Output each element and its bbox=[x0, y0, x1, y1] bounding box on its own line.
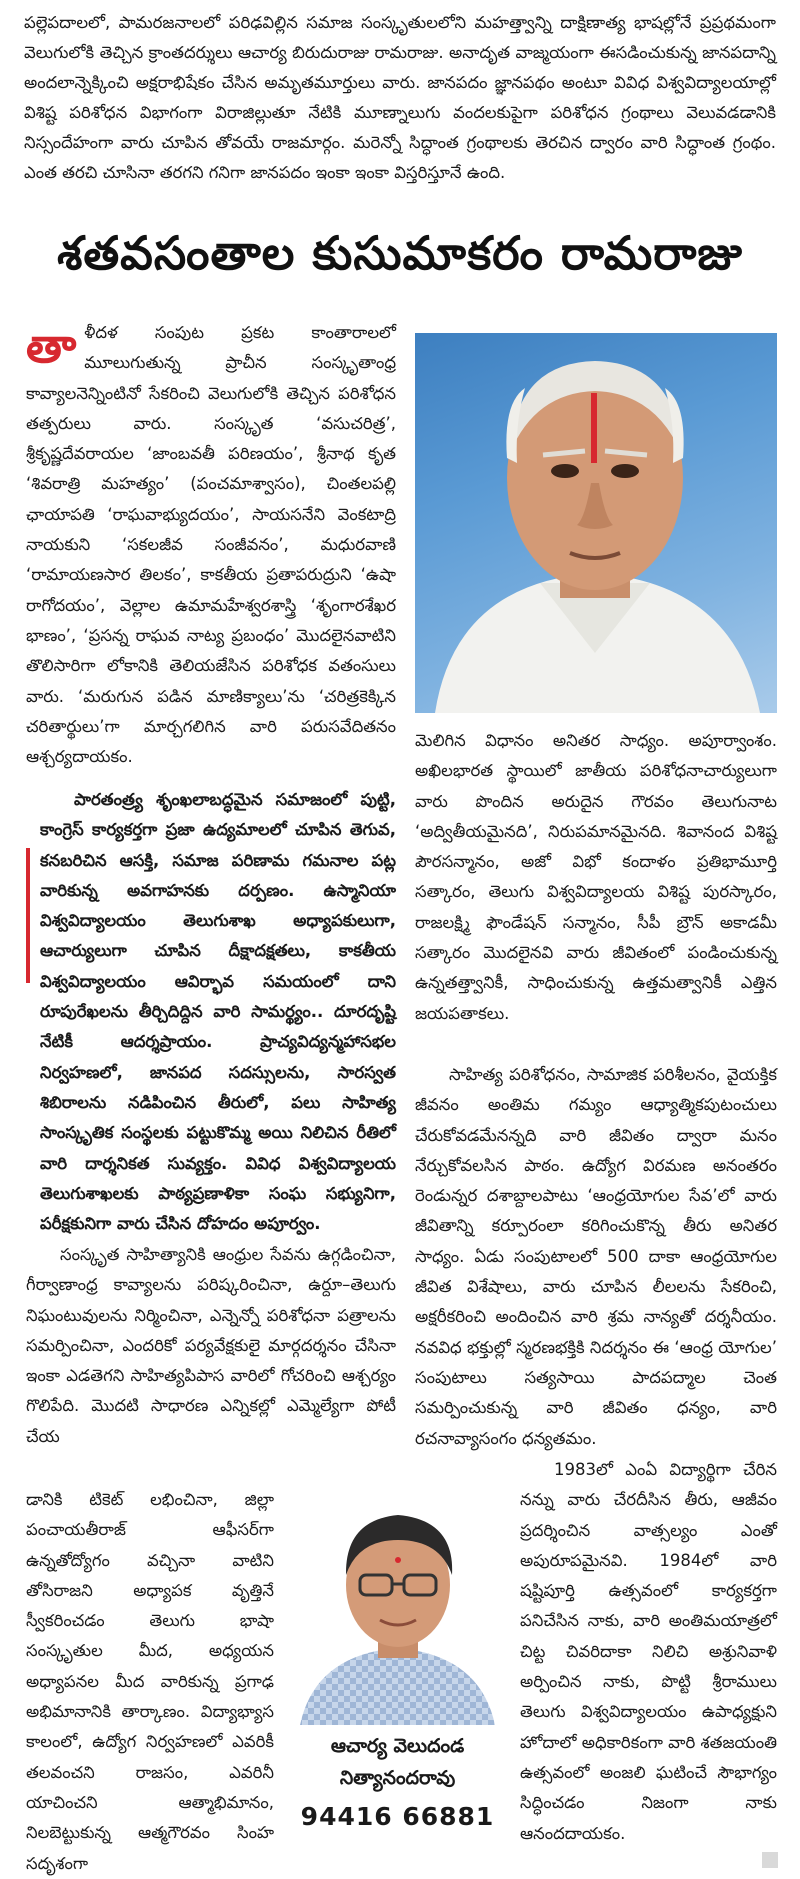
paragraph-text: ళీదళ సంపుట ప్రకట కాంతారాలలో మూలుగుతున్న ప్రాచీన సంస్కృతాంధ్ర కావ్యాలనెన్నింటినో సేకరించి వెలుగులోకి తెచ్చిన పరిశోధన తత్పరులు వారు. సంస్కృత ‘వసుచరిత్ర’, శ్రీకృష్ణదేవరాయల ‘జాంబవతీ పరిణయం’, శ్రీనాథ కృత ‘శివరాత్రి మహత్యం’ (పంచమాశ్వాసం), చింతలపల్లి ఛాయాపతి ‘రాఘవాభ్యుదయం’, సాయసనేని వెంకటాద్రి నాయకుని ‘సకలజీవ సంజీవనం’, మధురవాణి ‘రామాయణసార తిలకం’, కాకతీయ ప్రతాపరుద్రుని ‘ఉషా రాగోదయం’, వెల్లాల ఉమామహేశ్వరశాస్త్రి ‘శృంగారశేఖర భాణం’, ‘ప్రసన్న రాఘవ నాట్య ప్రబంధం’ మొదలైనవాటిని తొలిసారిగా లోకానికి తెలియజేసిన పరిశోధక వతంసులు వారు. ‘మరుగున పడిన మాణిక్యాలు’ను ‘చరిత్రకెక్కిన చరితార్థులు’గా మార్చగలిగిన వారి పరుసవేదితనం ఆశ్చర్యదాయకం. bbox=[26, 323, 396, 767]
right-column-section-2 bbox=[415, 1060, 777, 1454]
drop-cap: తా bbox=[26, 319, 77, 373]
portrait-illustration bbox=[415, 333, 777, 713]
paragraph-text: 1983లో ఎంఏ విద్యార్థిగా చేరిన నన్ను వారు చేరదీసిన తీరు, ఆజీవం ప్రదర్శించిన వాత్సల్యం ఎంతో అపురూపమైనవి. 1984లో వారి షష్టిపూర్తి ఉత్సవంలో కార్యకర్తగా పనిచేసిన నాకు, వారి అంతిమయాత్రలో చిట్ట చివరిదాకా నిలిచి అశ్రునివాళి అర్పించిన నాకు, పొట్టి శ్రీరాములు తెలుగు విశ్వవిద్యాలయం ఉపాధ్యక్షుని హోదాలో అధికారికంగా వారి శతజయంతి ఉత్సవంలో అంజలి ఘటించే సౌభాగ్యం సిద్ధించడం నిజంగా నాకు ఆనందదాయకం. bbox=[520, 1460, 777, 1843]
paragraph-text: మెలిగిన విధానం అనితర సాధ్యం. అపూర్వాంశం. అఖిలభారత స్థాయిలో జాతీయ పరిశోధనాచార్యులుగా వారు పొందిన అరుదైన గౌరవం తెలుగునాట ‘అద్వితీయమైనది’, నిరుపమానమైనది. శివానంద విశిష్ట పౌరసన్మానం, అజో విభో కందాళం ప్రతిభామూర్తి సత్కారం, తెలుగు విశ్వవిద్యాలయ విశిష్ట పురస్కారం, రాజలక్ష్మి ఫౌండేషన్ సన్మానం, సీపీ బ్రౌన్ అకాడమీ సత్కారం మొదలైనవి వారు జీవితంలో పండించుకున్న ఉన్నతత్త్వానికీ, సాధించుకున్న ఉత్తమత్వానికీ ఎత్తిన జయపతాకలు. bbox=[415, 731, 777, 1023]
left-column-continued bbox=[26, 1240, 396, 1452]
highlight-paragraph bbox=[40, 785, 396, 1239]
author-photo bbox=[290, 1480, 505, 1725]
corner-mark bbox=[762, 1852, 778, 1868]
author-name-line-1: ఆచార్య వెలుదండ bbox=[330, 1735, 465, 1757]
intro-paragraph: పల్లెపదాలలో, పామరజనాలలో పరిఢవిల్లిన సమాజ సంస్కృతులలోని మహత్త్వాన్ని దాక్షిణాత్య భాషల్లోనే ప్రప్రథమంగా వెలుగులోకి తెచ్చిన క్రాంతదర్శులు ఆచార్య బిరుదురాజు రామరాజు. అనాదృత వాజ్మయంగా ఈసడించుకున్న జానపదాన్ని అందలాన్నెక్కించి అక్షరాభిషేకం చేసిన అమృతమూర్తులు వారు. జానపదం జ్ఞానపథం అంటూ వివిధ విశ్వవిద్యాలయాల్లో విశిష్ట పరిశోధన విభాగంగా విరాజిల్లుతూ నేటికి మూణ్నాలుగు వందలకుపైగా పరిశోధన గ్రంథాలు వెలువడడానికి నిస్సందేహంగా వారు చూపిన తోవయే రాజమార్గం. మరెన్నో సిద్ధాంత గ్రంథాలకు తెరచిన ద్వారం వారి సిద్ధాంత గ్రంథం. ఎంత తరచి చూసినా తరగని గనిగా జానపదం ఇంకా ఇంకా విస్తరిస్తూనే ఉంది. bbox=[24, 13, 776, 182]
left-column-bottom bbox=[26, 1485, 274, 1879]
left-column bbox=[26, 318, 396, 772]
author-name-line-2: నిత్యానందరావు bbox=[339, 1767, 456, 1789]
author-byline bbox=[290, 1730, 505, 1836]
paragraph-text: డానికి టికెట్ లభించినా, జిల్లా పంచాయతీరాజ్ ఆఫీసర్‌గా ఉన్నతోద్యోగం వచ్చినా వాటిని తోసిరాజని అధ్యాపక వృత్తినే స్వీకరించడం తెలుగు భాషా సంస్కృతుల మీద, అధ్యయన అధ్యాపనల మీద వారికున్న ప్రగాఢ అభిమానానికి తార్కాణం. విద్యాభ్యాస కాలంలో, ఉద్యోగ నిర్వహణలో ఎవరికీ తలవంచని రాజసం, ఎవరినీ యాచించని ఆత్మాభిమానం, నిలబెట్టుకున్న ఆత్మగౌరవం సింహ సదృశంగా bbox=[26, 1490, 274, 1873]
author-illustration bbox=[290, 1480, 505, 1725]
portrait-photo bbox=[415, 333, 777, 713]
paragraph-text: సాహిత్య పరిశోధనం, సామాజిక పరిశీలనం, వైయక్తిక జీవనం అంతిమ గమ్యం ఆధ్యాత్మికపుటంచులు చేరుకోవడమేనన్నది వారి జీవితం ద్వారా మనం నేర్చుకోవలసిన పాఠం. ఉద్యోగ విరమణ అనంతరం రెండున్నర దశాబ్దాలపాటు ‘ఆంధ్రయోగుల సేవ’లో వారు జీవితాన్ని కర్పూరంలా కరిగించుకొన్న తీరు అనితర సాధ్యం. ఏడు సంపుటాలలో 500 దాకా ఆంధ్రయోగుల జీవిత విశేషాలు, వారు చూపిన లీలలను సేకరించి, అక్షరీకరించి అందించిన వారి శ్రమ నాన్యతో దర్శనీయం. నవవిధ భక్తుల్లో స్మరణభక్తికి నిదర్శనం ఈ ‘ఆంధ్ర యోగుల’ సంపుటాలు సత్యసాయి పాదపద్మాల చెంత సమర్పించుకున్న వారి జీవితం ధన్యం, వారి రచనావ్యాసంగం ధన్యతమం. bbox=[415, 1065, 777, 1448]
article-title: శతవసంతాల కుసుమాకరం రామరాజు bbox=[57, 226, 743, 280]
author-phone: 94416 66881 bbox=[300, 1802, 495, 1831]
paragraph bbox=[26, 318, 396, 772]
right-column-section-3 bbox=[520, 1455, 777, 1849]
paragraph-text: సంస్కృత సాహిత్యానికి ఆంధ్రుల సేవను ఉగ్గడించినా, గీర్వాణాంధ్ర కావ్యాలను పరిష్కరించినా, ఉర్దూ–తెలుగు నిఘంటువులను నిర్మించినా, ఎన్నెన్నో పరిశోధనా పత్రాలను సమర్పించినా, ఎందరికో పర్యవేక్షకులై మార్గదర్శనం చేసినా ఇంకా ఎడతెగని సాహిత్యపిపాస వారిలో గోచరించి ఆశ్చర్యం గొలిపేది. మొదటి సాధారణ ఎన్నికల్లో ఎమ్మెల్యేగా పోటీ చేయ bbox=[26, 1245, 396, 1446]
paragraph-text: పారతంత్ర్య శృంఖలాబద్ధమైన సమాజంలో పుట్టి, కాంగ్రెస్ కార్యకర్తగా ప్రజా ఉద్యమాలలో చూపిన తెగువ, కనబరిచిన ఆసక్తి, సమాజ పరిణామ గమనాల పట్ల వారికున్న అవగాహనకు దర్పణం. ఉస్మానియా విశ్వవిద్యాలయం తెలుగుశాఖ అధ్యాపకులుగా, ఆచార్యులుగా చూపిన దీక్షాదక్షతలు, కాకతీయ విశ్వవిద్యాలయం ఆవిర్భావ సమయంలో దాని రూపురేఖలను తీర్చిదిద్దిన వారి సామర్థ్యం.. దూరదృష్టి నేటికీ ఆదర్శప్రాయం. ప్రాచ్యవిద్యన్మహాసభల నిర్వహణలో, జానపద సదస్సులను, సారస్వత శిబిరాలను నడిపించిన తీరులో, పలు సాహిత్య సాంస్కృతిక సంస్థలకు పట్టుకొమ్మ అయి నిలిచిన రీతిలో వారి దార్శనికత సువ్యక్తం. వివిధ విశ్వవిద్యాలయ తెలుగుశాఖలకు పాఠ్యప్రణాళికా సంఘ సభ్యునిగా, పరీక్షకునిగా వారు చేసిన దోహదం అపూర్వం. bbox=[40, 790, 396, 1234]
right-column bbox=[415, 726, 777, 1029]
accent-bar bbox=[26, 848, 30, 983]
